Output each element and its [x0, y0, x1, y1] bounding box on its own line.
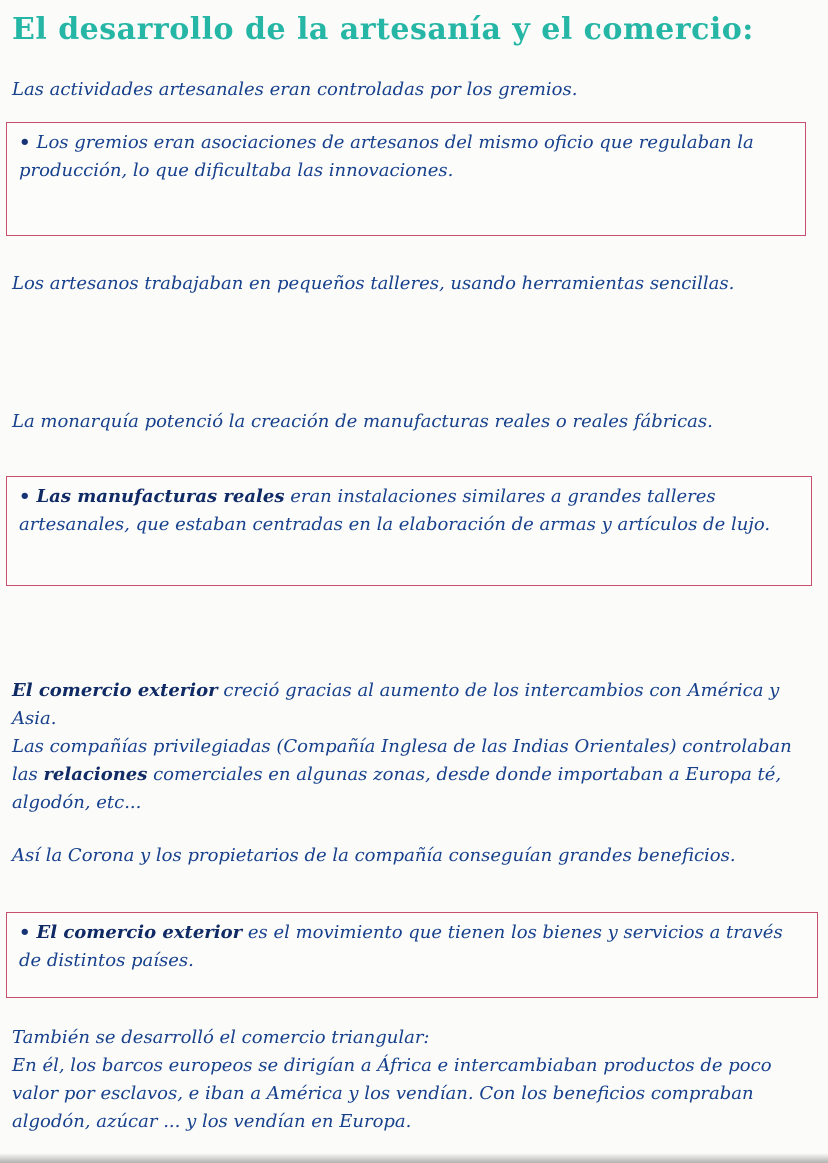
note-box-manufacturas-lead: Las manufacturas reales [36, 486, 285, 507]
paragraph-talleres: Los artesanos trabajaban en pequeños talleres, usando herramientas sencillas. [12, 273, 735, 294]
note-box-comercio-exterior-lead: El comercio exterior [36, 922, 243, 943]
note-box-gremios [6, 122, 806, 236]
note-box-gremios-text [7, 123, 805, 193]
note-box-gremios-body: Los gremios eran asociaciones de artesanos del mismo oficio que regulaban la producción, lo que dificultaba las innovaciones. [19, 132, 754, 181]
paragraph-companias-b: comerciales en algunas zonas, desde donde importaban a Europa té, algodón, etc... [12, 764, 782, 813]
paragraph-gremios: Las actividades artesanales eran controladas por los gremios. [12, 79, 578, 100]
bullet-icon: • [19, 486, 31, 507]
paragraph-comercio-exterior-body: creció gracias al aumento de los intercambios con América y Asia. [12, 680, 780, 729]
note-box-comercio-exterior-text [7, 913, 817, 983]
bullet-icon: • [19, 922, 31, 943]
paragraph-triangular-body: En él, los barcos europeos se dirigían a África e intercambiaban productos de poco valor por esclavos, e iban a América y los vendían. Con los beneficios compraban algodón, azúcar ... y los vendían en Europa. [12, 1055, 772, 1132]
paragraph-manufacturas: La monarquía potenció la creación de manufacturas reales o reales fábricas. [12, 411, 713, 432]
paragraph-companias-highlight: relaciones [43, 764, 148, 785]
page-bottom-shadow [0, 1153, 828, 1163]
paragraph-comercio-exterior [12, 677, 812, 733]
paragraph-comercio-exterior-lead: El comercio exterior [12, 680, 218, 701]
note-box-manufacturas-body: eran instalaciones similares a grandes talleres artesanales, que estaban centradas en la elaboración de armas y artículos de lujo. [19, 486, 771, 535]
paragraph-companias-a: Las compañías privilegiadas (Compañía Inglesa de las Indias Orientales) controlaban las [12, 736, 792, 785]
bullet-icon: • [19, 132, 31, 153]
note-box-manufacturas [6, 476, 812, 586]
note-box-manufacturas-text [7, 477, 811, 547]
paragraph-companias [12, 733, 812, 817]
note-box-comercio-exterior-body: es el movimiento que tienen los bienes y servicios a través de distintos países. [19, 922, 783, 971]
paragraph-beneficios: Así la Corona y los propietarios de la compañía conseguían grandes beneficios. [12, 845, 736, 866]
paragraph-triangular-heading: También se desarrolló el comercio triangular: [12, 1027, 430, 1048]
note-box-comercio-exterior [6, 912, 818, 998]
page-title: El desarrollo de la artesanía y el comercio: [12, 12, 754, 47]
